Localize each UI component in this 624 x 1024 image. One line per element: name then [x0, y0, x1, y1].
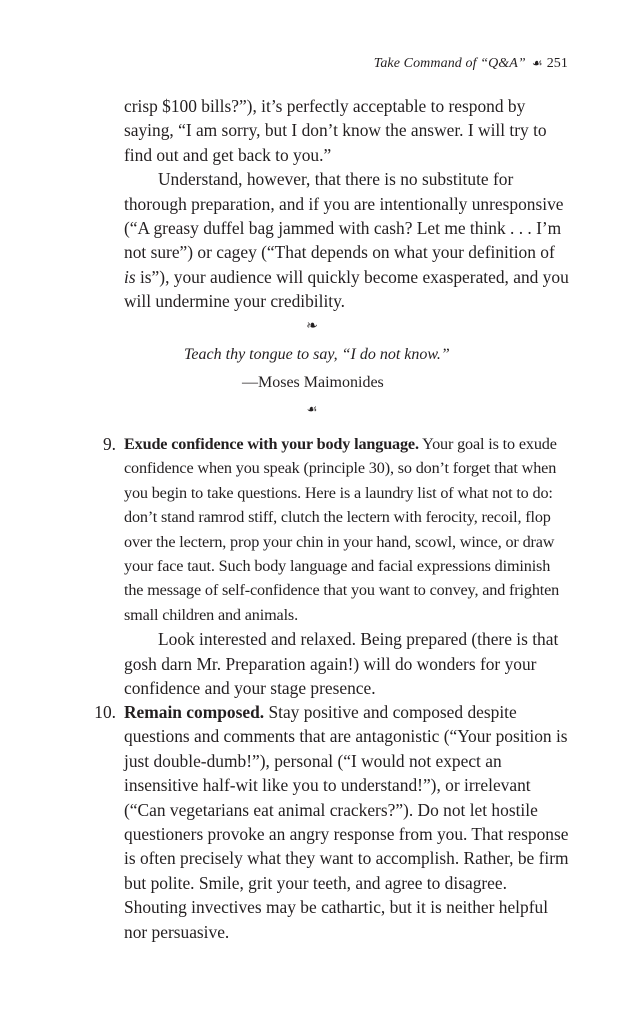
paragraph-2-italic-word: is: [124, 266, 136, 287]
running-title: Take Command of “Q&A”: [373, 56, 526, 71]
list-item: [94, 700, 570, 944]
item-paragraph: [124, 700, 570, 944]
page-number: 251: [546, 56, 568, 71]
item-body: Stay positive and composed despite questions and comments that are antagonistic (“Your position is just double-dumb!”), personal (“I would not expect an insensitive half-wit like you to understand!”), or irrelevant (“Can vegetarians eat animal crackers?”). Do not let hostile questioners provoke an angry response from you. That response is often precisely what they want to accomplish. Rather, be firm but polite. Smile, grit your teeth, and agree to disagree. Shouting invectives may be cathartic, but it is neither helpful nor persuasive.: [124, 702, 569, 942]
list-item: [102, 432, 570, 700]
item-lead: Remain composed.: [124, 702, 265, 722]
item-number: 10.: [94, 702, 116, 722]
epigraph-quote: Teach thy tongue to say, “I do not know.”: [184, 346, 450, 363]
running-header: [374, 56, 568, 72]
epigraph-attribution: —Moses Maimonides: [242, 374, 384, 391]
paragraph-2-part-a: Understand, however, that there is no substitute for thorough preparation, and if you are intentionally unresponsive (“A greasy duffel bag jammed with cash? Let me think . . . I’m not sure”) or cagey (“That depends on what your definition of: [124, 169, 564, 263]
leaf-ornament-icon: ☙: [306, 402, 318, 416]
leaf-ornament-icon: ☙: [531, 56, 543, 70]
paragraph-2-part-b: is”), your audience will quickly become exasperated, and you will undermine your credibility.: [124, 266, 569, 312]
paragraph-1: crisp $100 bills?”), it’s perfectly acceptable to respond by saying, “I am sorry, but I don’t know the answer. I will try to find out and get back to you.”: [124, 96, 547, 165]
item-number: 9.: [102, 434, 116, 454]
item-paragraph: [124, 432, 570, 627]
body-text-top: [124, 94, 570, 314]
item-continuation: Look interested and relaxed. Being prepared (there is that gosh darn Mr. Preparation again!) will do wonders for your confidence and your stage presence.: [124, 629, 559, 699]
fleuron-ornament-icon: ❧: [306, 319, 318, 334]
item-body: Your goal is to exude confidence when you speak (principle 30), so don’t forget that when you begin to take questions. Here is a laundry list of what not to do: don’t stand ramrod stiff, clutch the lectern with ferocity, recoil, flop over the lectern, prop your chin in your hand, scowl, wince, or draw your face taut. Such body language and facial expressions diminish the message of self-confidence that you want to convey, and frighten small children and animals.: [124, 435, 560, 624]
paragraph-2: [124, 167, 570, 313]
item-lead: Exude confidence with your body language.: [124, 435, 419, 453]
